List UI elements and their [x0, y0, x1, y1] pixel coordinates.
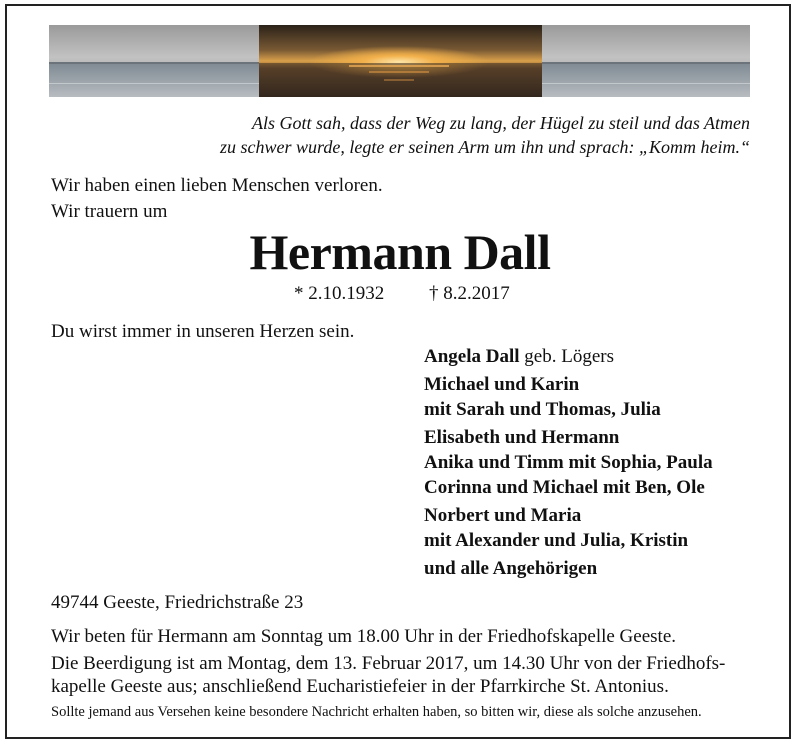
family-line: mit Alexander und Julia, Kristin: [424, 530, 689, 551]
deceased-name: Hermann Dall: [249, 224, 551, 280]
death-date: † 8.2.2017: [429, 283, 510, 304]
family-line: Michael und Karin: [424, 374, 580, 395]
family-line: Norbert und Maria: [424, 505, 582, 526]
family-line: Elisabeth und Hermann: [424, 427, 620, 448]
birth-date: * 2.10.1932: [294, 283, 385, 304]
family-line: Anika und Timm mit Sophia, Paula: [424, 452, 713, 473]
prayer-service: Wir beten für Hermann am Sonntag um 18.00 Uhr in der Friedhofskapelle Geeste.: [51, 626, 677, 647]
notice-text: Sollte jemand aus Versehen keine besondere Nachricht erhalten haben, so bitten wir, diese als solche anzusehen.: [51, 704, 702, 720]
quote-line-1: Als Gott sah, dass der Weg zu lang, der Hügel zu steil und das Atmen: [252, 113, 750, 133]
family-line: und alle Angehörigen: [424, 558, 598, 579]
funeral-line-1: Die Beerdigung ist am Montag, dem 13. Februar 2017, um 14.30 Uhr von der Friedhofs-: [51, 653, 726, 674]
intro-line-2: Wir trauern um: [51, 201, 168, 222]
widow-name: Angela Dall: [424, 346, 520, 367]
quote-line-2: zu schwer wurde, legte er seinen Arm um ihn und sprach: „Komm heim.“: [220, 137, 750, 157]
family-line: Corinna und Michael mit Ben, Ole: [424, 477, 705, 498]
life-dates: [294, 282, 510, 306]
address: 49744 Geeste, Friedrichstraße 23: [51, 592, 304, 613]
family-line: mit Sarah und Thomas, Julia: [424, 399, 661, 420]
family-widow: [424, 344, 614, 369]
widow-maiden-name: geb. Lögers: [524, 346, 614, 367]
funeral-line-2: kapelle Geeste aus; anschließend Eucharistiefeier in der Pfarrkirche St. Antonius.: [51, 676, 669, 697]
intro-line-1: Wir haben einen lieben Menschen verloren.: [51, 175, 383, 196]
sunset-sea-image: [49, 25, 750, 97]
farewell-text: Du wirst immer in unseren Herzen sein.: [51, 321, 355, 342]
